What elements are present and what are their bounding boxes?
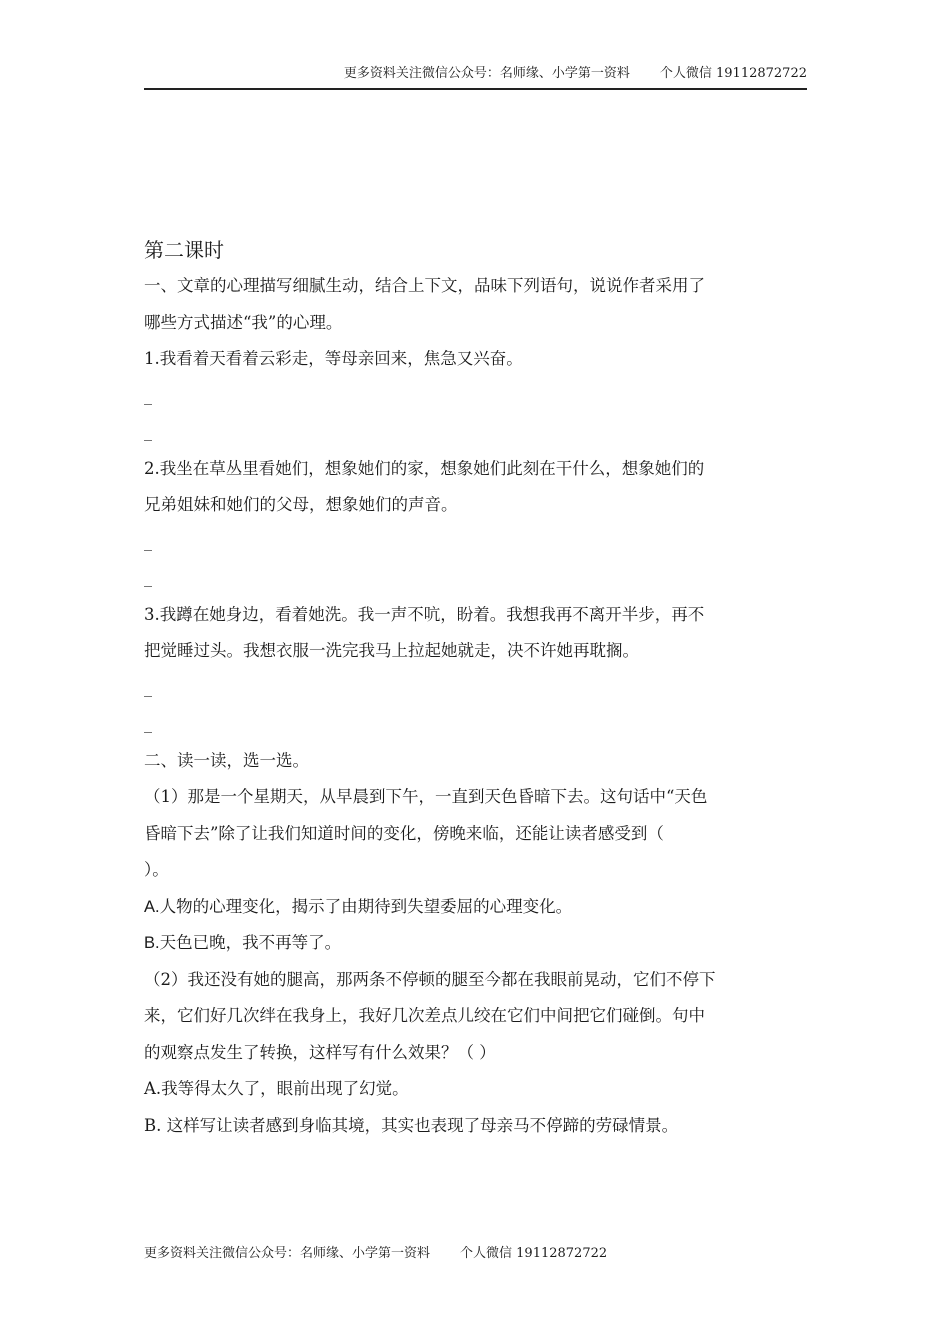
section2-question-1-line1: （1）那是一个星期天，从早晨到下午，一直到天色昏暗下去。这句话中“天色 bbox=[144, 787, 708, 806]
answer-blank: _ bbox=[144, 385, 152, 405]
section2-question-1-line3: ）。 bbox=[144, 860, 169, 879]
answer-blank: _ bbox=[144, 714, 152, 733]
page-header bbox=[144, 64, 807, 90]
answer-blank: _ bbox=[144, 422, 152, 441]
section2-question-1-option-a: A.人物的心理变化，揭示了由期待到失望委屈的心理变化。 bbox=[144, 897, 573, 916]
answer-blank: _ bbox=[144, 568, 152, 587]
section2-heading: 二、读一读，选一选。 bbox=[144, 750, 309, 770]
section1-intro-line1: 一、文章的心理描写细腻生动，结合上下文，品味下列语句，说说作者采用了 bbox=[144, 276, 705, 295]
section2-question-2-option-b: B. 这样写让读者感到身临其境，其实也表现了母亲马不停蹄的劳碌情景。 bbox=[144, 1115, 679, 1135]
section1-question-3-line1: 3.我蹲在她身边，看着她洗。我一声不吭，盼着。我想我再不离开半步，再不 bbox=[144, 604, 705, 624]
section1-question-3-line2: 把觉睡过头。我想衣服一洗完我马上拉起她就走，决不许她再耽搁。 bbox=[144, 641, 639, 660]
section1-question-1: 1.我看着天看着云彩走，等母亲回来，焦急又兴奋。 bbox=[144, 349, 523, 368]
section2-question-1-option-b: B.天色已晚，我不再等了。 bbox=[144, 934, 342, 952]
section1-intro-line2: 哪些方式描述“我”的心理。 bbox=[144, 312, 343, 332]
section1-question-2-line2: 兄弟姐妹和她们的父母，想象她们的声音。 bbox=[144, 495, 458, 514]
section2-question-2-line1: （2）我还没有她的腿高，那两条不停顿的腿至今都在我眼前晃动，它们不停下 bbox=[144, 969, 716, 989]
document-body bbox=[144, 232, 808, 1144]
lesson-title: 第二课时 bbox=[144, 238, 224, 262]
section2-question-1-line2: 昏暗下去”除了让我们知道时间的变化，傍晚来临，还能让读者感受到（ bbox=[144, 823, 664, 843]
header-left-text: 更多资料关注微信公众号：名师缘、小学第一资料 bbox=[343, 66, 630, 81]
section1-question-2-line1: 2.我坐在草丛里看她们，想象她们的家，想象她们此刻在干什么，想象她们的 bbox=[144, 458, 705, 478]
answer-blank: _ bbox=[144, 677, 152, 697]
section2-question-2-line2: 来，它们好几次绊在我身上，我好几次差点儿绞在它们中间把它们碰倒。句中 bbox=[144, 1006, 705, 1025]
footer-right-text: 个人微信 19112872722 bbox=[460, 1246, 608, 1261]
answer-blank: _ bbox=[144, 531, 152, 551]
footer-left-text: 更多资料关注微信公众号：名师缘、小学第一资料 bbox=[144, 1246, 431, 1261]
section2-question-2-line3: 的观察点发生了转换，这样写有什么效果？（ ） bbox=[144, 1042, 496, 1062]
section2-question-2-option-a: A.我等得太久了，眼前出现了幻觉。 bbox=[144, 1079, 409, 1098]
page-footer bbox=[144, 1244, 607, 1264]
header-right-text: 个人微信 19112872722 bbox=[659, 66, 807, 81]
